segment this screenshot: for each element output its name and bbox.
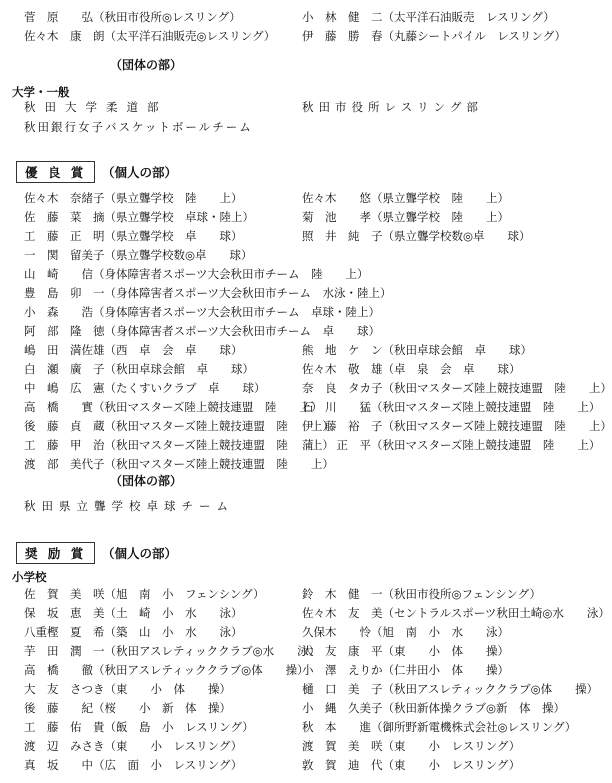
- entry-lcol: 後 藤 貞 蔵（秋田マスターズ陸上競技連盟 陸 上）: [24, 419, 334, 433]
- entry-rcol: 鈴 木 健 一（秋田市役所◎フェンシング）: [302, 587, 541, 601]
- entry-rcol: 蒲 正 平（秋田マスターズ陸上競技連盟 陸 上）: [302, 438, 601, 452]
- team-name: 秋田県立聾学校卓球チーム: [24, 499, 234, 513]
- entry-rcol: 小 林 健 二（太平洋石油販売 レスリング）: [302, 10, 555, 24]
- entry-rcol: 菊 池 孝（県立聾学校 陸 上）: [302, 210, 509, 224]
- entry-rcol: 秋 本 進（御所野新電機株式会社◎レスリング）: [302, 720, 577, 734]
- entry-rcol: 佐々木 友 美（セントラルスポーツ秋田土崎◎水 泳）: [302, 606, 610, 620]
- entry-rcol: 伊 藤 裕 子（秋田マスターズ陸上競技連盟 陸 上）: [302, 419, 612, 433]
- entry-lcol: 佐々木 康 朗（太平洋石油販売◎レスリング）: [24, 29, 276, 43]
- entry-lcol: 一 関 留美子（県立聾学校数◎卓 球）: [24, 248, 253, 262]
- entry-lcol: 八重樫 夏 希（築 山 小 水 泳）: [24, 625, 243, 639]
- award-title: 奨 励 賞: [16, 542, 95, 564]
- entry-rcol: 小 澤 えりか（仁井田小 体 操）: [302, 663, 509, 677]
- entry-rcol: 佐々木 敬 雄（卓 泉 会 卓 球）: [302, 362, 521, 376]
- entry-lcol: 高 橋 徹（秋田アスレティッククラブ◎体 操）: [24, 663, 309, 677]
- category-label: 小学校: [12, 570, 47, 584]
- entry-lcol: 中 嶋 広 憲（たくすいクラブ 卓 球）: [24, 381, 266, 395]
- entry-lcol: 渡 辺 みさき（東 小 レスリング）: [24, 739, 243, 753]
- entry-lcol: 工 藤 甲 治（秋田マスターズ陸上競技連盟 陸 上）: [24, 438, 334, 452]
- entry-lcol: 佐 賀 美 咲（旭 南 小 フェンシング）: [24, 587, 265, 601]
- entry-rcol: 渡 賀 美 咲（東 小 レスリング）: [302, 739, 521, 753]
- entry-lcol: 菅 原 弘（秋田市役所◎レスリング）: [24, 10, 241, 24]
- entry-rcol: 佐々木 悠（県立聾学校 陸 上）: [302, 191, 509, 205]
- entry-full: 山 崎 信（身体障害者スポーツ大会秋田市チーム 陸 上）: [24, 267, 369, 281]
- team-name: 秋田市役所レスリング部: [302, 100, 483, 114]
- entry-rcol: 石 川 猛（秋田マスターズ陸上競技連盟 陸 上）: [302, 400, 601, 414]
- entry-lcol: 渡 部 美代子（秋田マスターズ陸上競技連盟 陸 上）: [24, 457, 334, 471]
- entry-lcol: 佐 藤 菜 摘（県立聾学校 卓球・陸上）: [24, 210, 254, 224]
- entry-rcol: 大 友 康 平（東 小 体 操）: [302, 644, 509, 658]
- entry-lcol: 工 藤 佑 貴（飯 島 小 レスリング）: [24, 720, 254, 734]
- entry-rcol: 伊 藤 勝 春（丸藤シートパイル レスリング）: [302, 29, 567, 43]
- entry-lcol: 保 坂 恵 美（土 崎 小 水 泳）: [24, 606, 243, 620]
- entry-lcol: 工 藤 正 明（県立聾学校 卓 球）: [24, 229, 243, 243]
- entry-lcol: 高 橋 實（秋田マスターズ陸上競技連盟 陸 上）: [24, 400, 323, 414]
- entry-lcol: 嶋 田 満佐雄（西 卓 会 卓 球）: [24, 343, 243, 357]
- entry-full: 小 森 浩（身体障害者スポーツ大会秋田市チーム 卓球・陸上）: [24, 305, 381, 319]
- entry-rcol: 敦 賀 迪 代（東 小 レスリング）: [302, 758, 521, 772]
- entry-rcol: 照 井 純 子（県立聾学校数◎卓 球）: [302, 229, 531, 243]
- entry-lcol: 白 瀬 廣 子（秋田卓球会館 卓 球）: [24, 362, 254, 376]
- group-header: （団体の部）: [110, 58, 183, 72]
- entry-full: 阿 部 隆 徳（身体障害者スポーツ大会秋田市チーム 卓 球）: [24, 324, 381, 338]
- team-name: 秋田銀行女子バスケットボールチーム: [24, 120, 253, 134]
- entry-rcol: 久保木 怜（旭 南 小 水 泳）: [302, 625, 509, 639]
- team-name: 秋田大学柔道部: [24, 100, 168, 114]
- entry-full: 豊 島 卯 一（身体障害者スポーツ大会秋田市チーム 水泳・陸上）: [24, 286, 392, 300]
- entry-lcol: 佐々木 奈緒子（県立聾学校 陸 上）: [24, 191, 243, 205]
- entry-rcol: 小 縄 久美子（秋田新体操クラブ◎新 体 操）: [302, 701, 566, 715]
- award-subtitle: （個人の部）: [102, 165, 178, 180]
- entry-lcol: 後 藤 紀（桜 小 新 体 操）: [24, 701, 231, 715]
- entry-lcol: 大 友 さつき（東 小 体 操）: [24, 682, 231, 696]
- group-header: （団体の部）: [110, 474, 183, 488]
- entry-rcol: 奈 良 タカ子（秋田マスターズ陸上競技連盟 陸 上）: [302, 381, 612, 395]
- award-subtitle: （個人の部）: [102, 546, 178, 561]
- entry-rcol: 樋 口 美 子（秋田アスレティッククラブ◎体 操）: [302, 682, 599, 696]
- award-title: 優 良 賞: [16, 161, 95, 183]
- entry-lcol: 真 坂 中（広 面 小 レスリング）: [24, 758, 243, 772]
- entry-lcol: 芋 田 潤 一（秋田アスレティッククラブ◎水 泳）: [24, 644, 321, 658]
- category-label: 大学・一般: [12, 85, 70, 99]
- entry-rcol: 熊 地 ケ ン（秋田卓球会館 卓 球）: [302, 343, 532, 357]
